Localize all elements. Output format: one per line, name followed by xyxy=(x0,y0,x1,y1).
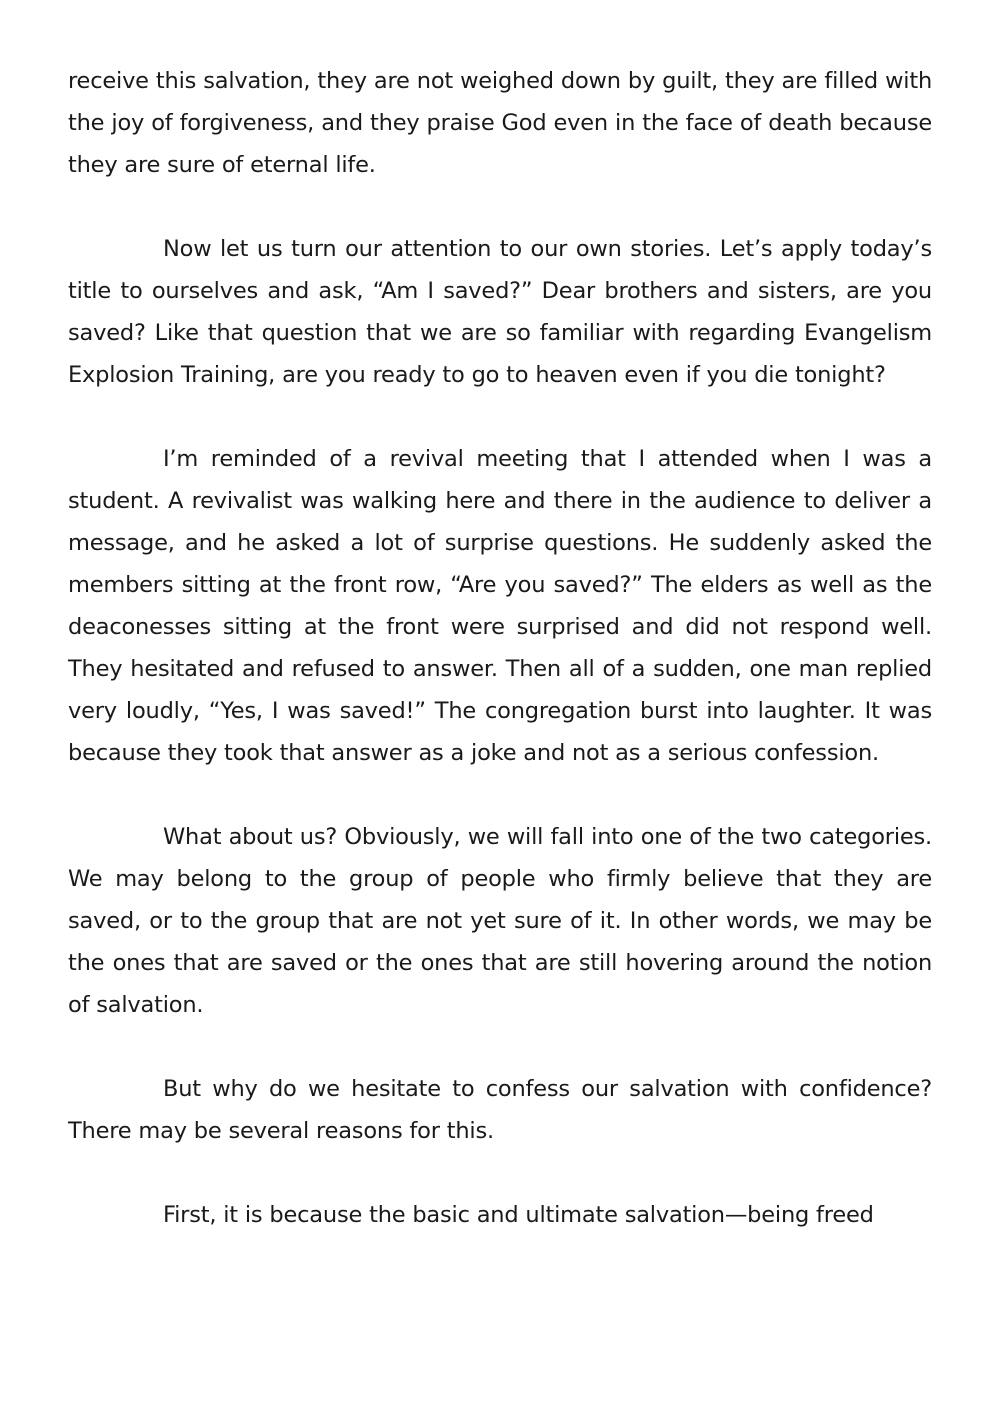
paragraph-4: What about us? Obviously, we will fall into one of the two categories. We may belong to the group of people who firmly believe that they are saved, or to the group that are not yet sure of it. In other words, we may be the ones that are saved or the ones that are still hovering around the notion of salvation. xyxy=(68,824,932,1018)
paragraph-2: Now let us turn our attention to our own stories. Let’s apply today’s title to ourselves and ask, “Am I saved?” Dear brothers and sisters, are you saved? Like that question that we are so familiar with regarding Evangelism Explosion Training, are you ready to go to heaven even if you die tonight? xyxy=(68,236,932,388)
paragraph-5: But why do we hesitate to confess our salvation with confidence? There may be several reasons for this. xyxy=(68,1076,932,1144)
paragraph-1: receive this salvation, they are not weighed down by guilt, they are filled with the joy of forgiveness, and they praise God even in the face of death because they are sure of eternal life. xyxy=(68,68,932,178)
paragraph-3: I’m reminded of a revival meeting that I attended when I was a student. A revivalist was walking here and there in the audience to deliver a message, and he asked a lot of surprise questions. He suddenly asked the members sitting at the front row, “Are you saved?” The elders as well as the deaconesses sitting at the front were surprised and did not respond well. They hesitated and refused to answer. Then all of a sudden, one man replied very loudly, “Yes, I was saved!” The congregation burst into laughter. It was because they took that answer as a joke and not as a serious confession. xyxy=(68,446,932,766)
document-page xyxy=(68,60,932,1278)
paragraph-6: First, it is because the basic and ultimate salvation—being freed xyxy=(163,1202,874,1228)
